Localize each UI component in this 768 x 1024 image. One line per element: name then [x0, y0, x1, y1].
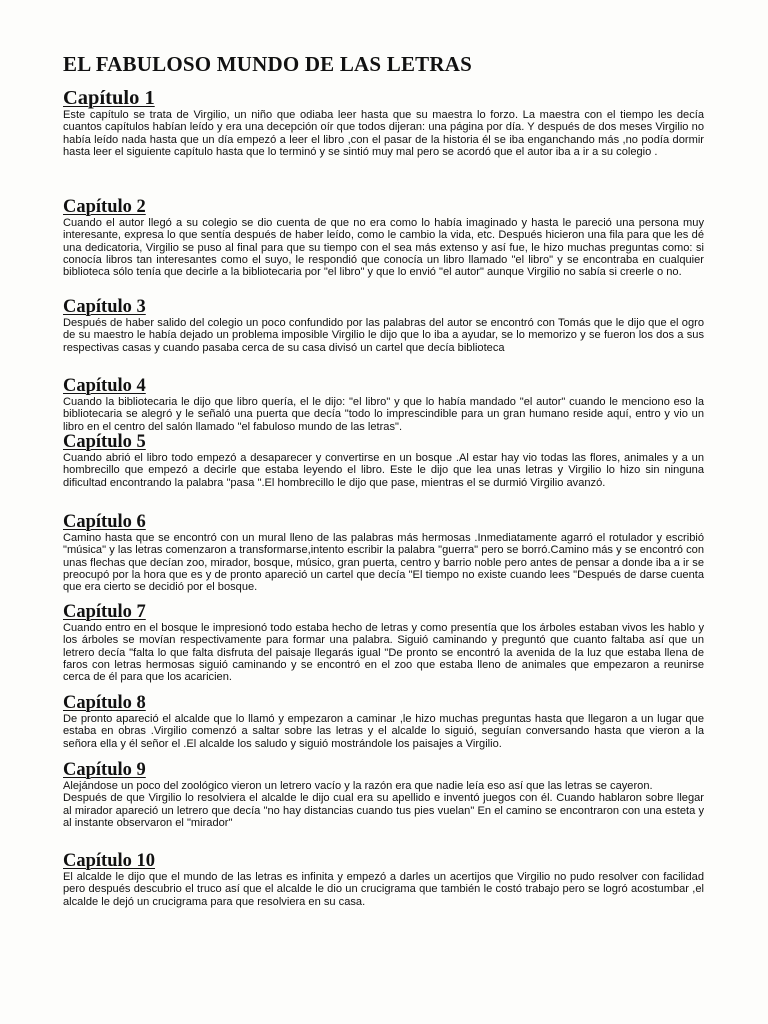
chapter-text: Cuando abrió el libro todo empezó a desaparecer y convertirse en un bosque .Al estar hay vio todas las flores, animales y a un hombrecillo que empezó a decirle que estaba leyendo el libro. Este le dijo que lea unas letras y Virgilio lo hizo sin ninguna dificultad encontrando la palabra "pasa ".El hombrecillo le dijo que pase, mientras el se durmió Virgilio avanzó. — [63, 452, 704, 489]
chapter-text: Este capítulo se trata de Virgilio, un niño que odiaba leer hasta que su maestra lo forzo. La maestra con el tiempo les decía cuantos capítulos habían leído y era una decepción oír que todos dijeran: una página por día. Y después de dos meses Virgilio no había leído nada hasta que un día empezó a leer el libro ,con el pasar de la historia él se iba enganchando más ,no podía dormir hasta leer el siguiente capítulo hasta que lo terminó y se sintió muy mal pero se acordó que el autor iba a ir a su colegio . — [63, 109, 704, 158]
chapter-text: Cuando el autor llegó a su colegio se dio cuenta de que no era como lo había imaginado y hasta le pareció una persona muy interesante, expresa lo que sentía después de haber leído, como le cambio la vida, etc. Después hicieron una fila para que les dé una dedicatoria, Virgilio se puso al final para que su tiempo con el sea más extenso y así fue, le hizo muchas preguntas como: si conocía libros tan interesantes como el suyo, le respondió que conocía un libro llamado "el libro" y se encontraba en cualquier biblioteca sólo tenía que decirle a la bibliotecaria por "el libro" y que lo envió "el autor" aunque Virgilio no sabía si creerle o no. — [63, 217, 704, 279]
chapter-heading: Capítulo 1 — [63, 87, 155, 109]
chapter-text: Cuando entro en el bosque le impresionó todo estaba hecho de letras y como presentía que los árboles estaban vivos les hablo y los árboles se movían respectivamente para formar una palabra. Siguió caminando y preguntó que cuanto faltaba así que un letrero decía "falta lo que falta disfruta del paisaje llegarás igual "De pronto se encontró la avenida de la luz que estaba llena de faros con letras hermosas siguió caminando y se encontró en el zoo que estaba lleno de animales que empezaron a reunirse cerca de él para que los acaricien. — [63, 622, 704, 684]
chapter-heading: Capítulo 5 — [63, 432, 146, 452]
chapter-text: Camino hasta que se encontró con un mural lleno de las palabras más hermosas .Inmediatamente agarró el rotulador y escribió "música" y las letras comenzaron a transformarse,intento escribir la palabra "guerra" pero se borró.Camino más y se encontró con unas flechas que decían zoo, mirador, bosque, músico, gran puerta, centro y barrio noble pero antes de pensar a donde iba a ir se preocupó por la hora que es y de pronto apareció un cartel que decía "El tiempo no existe cuando lees "Después de darse cuenta que era cierto se decidió por el bosque. — [63, 532, 704, 594]
chapter-heading: Capítulo 10 — [63, 851, 156, 871]
chapter-text: Cuando la bibliotecaria le dijo que libro quería, el le dijo: "el libro" y que lo había mandado "el autor" cuando le menciono eso la bibliotecaria se alegró y le señaló una puerta que decía "todo lo imprescindible para un gran humano reside aquí, entro y vio un libro en el centro del salón llamado "el fabuloso mundo de las letras". — [63, 396, 704, 433]
chapter-5 — [63, 432, 704, 489]
chapter-4 — [63, 376, 704, 433]
chapter-3 — [63, 297, 704, 354]
chapter-text: Alejándose un poco del zoológico vieron un letrero vacío y la razón era que nadie leía eso así que las letras se cayeron. Después de que Virgilio lo resolviera el alcalde le dijo cual era su apellido e inventó juegos con él. Cuando hablaron sobre llegar al mirador apareció un letrero que decía "no hay distancias cuando tus pies vuelan" En el camino se encontraron con una esteta y al instante observaron el "mirador" — [63, 780, 704, 829]
chapter-text: Después de haber salido del colegio un poco confundido por las palabras del autor se encontró con Tomás que le dijo que el ogro de su maestro le había dejado un problema imposible Virgilio le dijo que lo iba a ayudar, se lo memorizo y se fueron los dos a sus respectivas casas y cuando pasaba cerca de su casa divisó un cartel que decía biblioteca — [63, 317, 704, 354]
chapter-text: El alcalde le dijo que el mundo de las letras es infinita y empezó a darles un acertijos que Virgilio no pudo resolver con facilidad pero después descubrio el truco así que el alcalde le dio un crucigrama que también le costó trabajo pero se logró acostumbar ,el alcalde le dejó un crucigrama para que resolviera en su casa. — [63, 871, 704, 908]
chapter-8 — [63, 693, 704, 750]
document-title: EL FABULOSO MUNDO DE LAS LETRAS — [63, 52, 472, 76]
chapter-heading: Capítulo 3 — [63, 297, 146, 317]
chapter-heading: Capítulo 8 — [63, 693, 146, 713]
chapter-7 — [63, 602, 704, 683]
chapter-10 — [63, 851, 704, 908]
chapter-heading: Capítulo 9 — [63, 760, 146, 780]
chapter-heading: Capítulo 2 — [63, 197, 146, 217]
chapter-heading: Capítulo 7 — [63, 602, 146, 622]
chapter-6 — [63, 512, 704, 593]
chapter-text: De pronto apareció el alcalde que lo llamó y empezaron a caminar ,le hizo muchas preguntas hasta que llegaron a un lugar que estaba en obras .Virgilio comenzó a saltar sobre las letras y el alcalde lo siguió, seguían conversando hasta que vieron a la señora ella y él señor el .El alcalde los saludo y siguió mostrándole los paisajes a Virgilio. — [63, 713, 704, 750]
chapter-heading: Capítulo 6 — [63, 512, 146, 532]
chapter-9 — [63, 760, 704, 829]
chapter-heading: Capítulo 4 — [63, 376, 146, 396]
chapter-1 — [63, 87, 704, 158]
chapter-2 — [63, 197, 704, 278]
